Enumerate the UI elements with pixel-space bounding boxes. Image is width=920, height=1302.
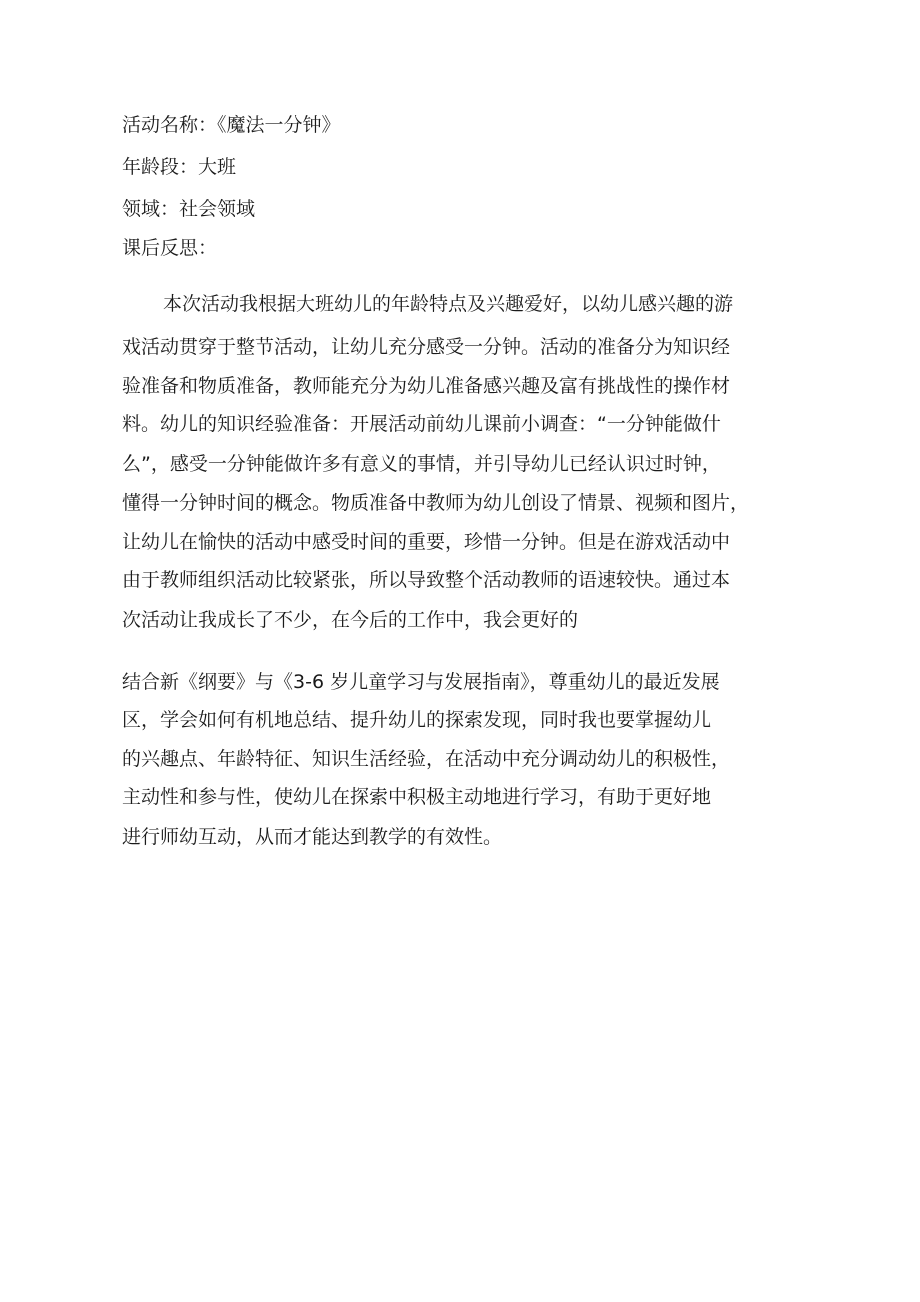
paragraph-line: 区，学会如何有机地总结、提升幼儿的探索发现，同时我也要掌握幼儿 [122, 709, 712, 731]
paragraph-line: 验准备和物质准备，教师能充分为幼儿准备感兴趣及富有挑战性的操作材 [122, 375, 731, 397]
paragraph-line: 结合新《纲要》与《3-6 岁儿童学习与发展指南》，尊重幼儿的最近发展 [122, 671, 720, 693]
age-group: 年龄段：大班 [122, 156, 237, 178]
paragraph-line: 懂得一分钟时间的概念。物质准备中教师为幼儿创设了情景、视频和图片， [122, 492, 750, 514]
paragraph-line: 么”，感受一分钟能做许多有意义的事情，并引导幼儿已经认识过时钟， [122, 453, 721, 475]
paragraph-line: 进行师幼互动，从而才能达到教学的有效性。 [122, 826, 503, 848]
paragraph-line: 次活动让我成长了不少，在今后的工作中，我会更好的 [122, 609, 579, 631]
paragraph-line: 戏活动贯穿于整节活动，让幼儿充分感受一分钟。活动的准备分为知识经 [122, 336, 731, 358]
activity-name: 活动名称：《魔法一分钟》 [122, 114, 341, 136]
paragraph-line: 本次活动我根据大班幼儿的年龄特点及兴趣爱好，以幼儿感兴趣的游 [163, 293, 734, 315]
paragraph-line: 的兴趣点、年龄特征、知识生活经验，在活动中充分调动幼儿的积极性， [122, 748, 731, 770]
paragraph-line: 由于教师组织活动比较紧张，所以导致整个活动教师的语速较快。通过本 [122, 569, 731, 591]
paragraph-line: 料。幼儿的知识经验准备：开展活动前幼儿课前小调查：“一分钟能做什 [122, 413, 721, 435]
domain-field: 领域：社会领域 [122, 198, 256, 220]
paragraph-line: 让幼儿在愉快的活动中感受时间的重要，珍惜一分钟。但是在游戏活动中 [122, 531, 731, 553]
paragraph-line: 主动性和参与性，使幼儿在探索中积极主动地进行学习，有助于更好地 [122, 786, 712, 808]
reflection-title: 课后反思： [122, 237, 218, 259]
